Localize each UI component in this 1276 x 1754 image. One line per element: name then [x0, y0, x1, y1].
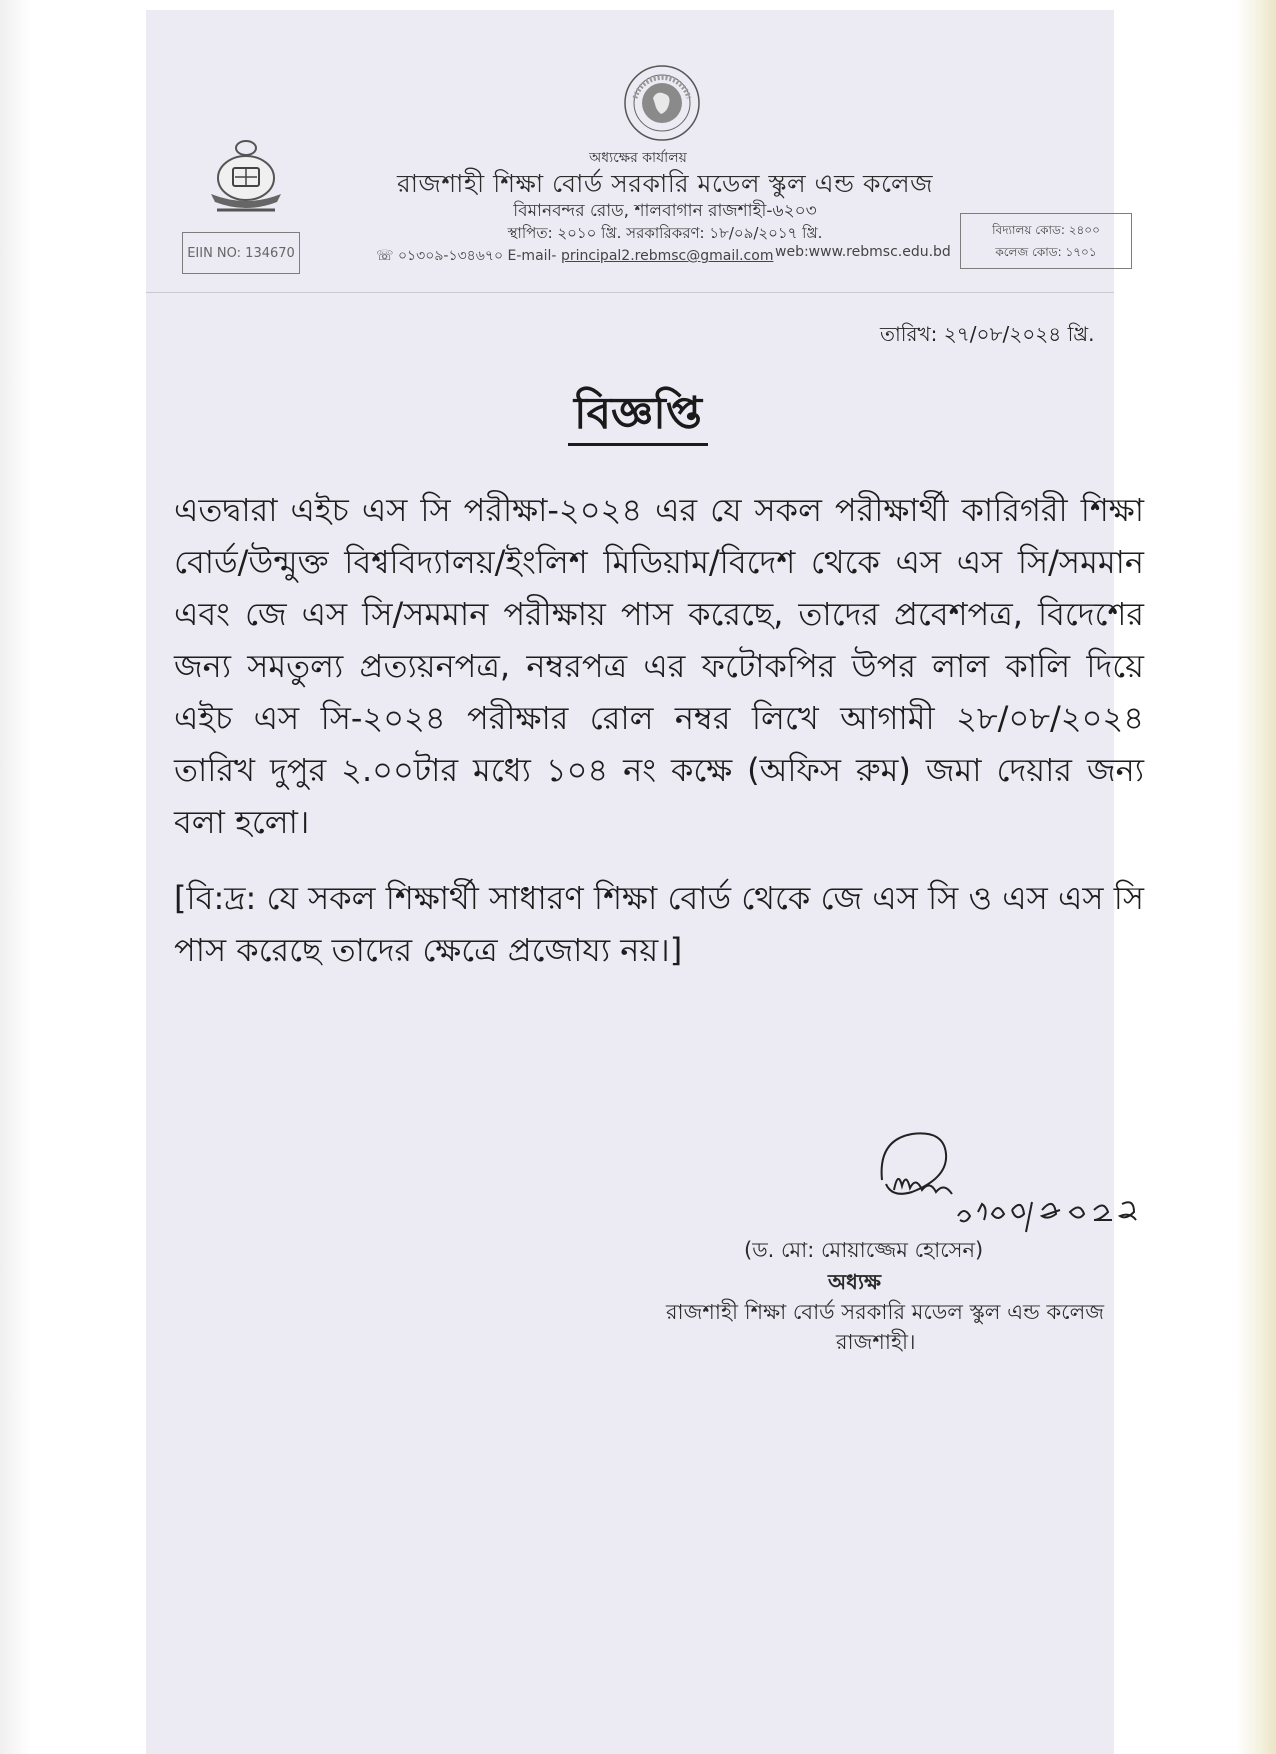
school-code: বিদ্যালয় কোড: ২৪০০	[992, 223, 1100, 237]
notice-body: এতদ্বারা এইচ এস সি পরীক্ষা-২০২৪ এর যে সকল পরীক্ষার্থী কারিগরী শিক্ষা বোর্ড/উন্মুক্ত বিশ্ববিদ্যালয়/ইংলিশ মিডিয়াম/বিদেশ থেকে এস এস সি/সমমান এবং জে এস সি/সমমান পরীক্ষায় পাস করেছে, তাদের প্রবেশপত্র, বিদেশের জন্য সমতুল্য প্রত্যয়নপত্র, নম্বরপত্র এর ফটোকপির উপর লাল কালি দিয়ে এইচ এস সি-২০২৪ পরীক্ষার রোল নম্বর লিখে আগামী ২৮/০৮/২০২৪ তারিখ দুপুর ২.০০টার মধ্যে ১০৪ নং কক্ষে (অফিস রুম) জমা দেয়ার জন্য বলা হলো।	[174, 491, 1144, 841]
paper-left-edge	[0, 0, 30, 1754]
signatory-city: রাজশাহী।	[836, 1330, 916, 1354]
header-divider	[146, 292, 1114, 293]
school-name: রাজশাহী শিক্ষা বোর্ড সরকারি মডেল স্কুল এন্ড কলেজ	[397, 169, 933, 198]
signatory-designation: অধ্যক্ষ	[828, 1270, 882, 1294]
email-label: E-mail-	[507, 248, 557, 264]
handwritten-signature	[872, 1120, 1192, 1240]
phone-number: ☏ ০১৩০৯-১৩৪৬৭০	[376, 248, 504, 264]
contact-line	[376, 244, 773, 268]
email-link[interactable]: principal2.rebmsc@gmail.com	[560, 248, 774, 264]
signatory-institution: রাজশাহী শিক্ষা বোর্ড সরকারি মডেল স্কুল এন্ড কলেজ	[666, 1300, 1105, 1324]
office-label: অধ্যক্ষের কার্যালয়	[589, 150, 687, 166]
school-address: বিমানবন্দর রোড, শালবাগান রাজশাহী-৬২০৩	[513, 201, 817, 221]
institution-code-box	[960, 213, 1132, 269]
signatory-name: (ড. মো: মোয়াজ্জেম হোসেন)	[744, 1238, 984, 1262]
college-code: কলেজ কোড: ১৭০১	[995, 245, 1097, 259]
government-seal-icon	[623, 64, 701, 142]
notice-date: তারিখ: ২৭/০৮/২০২৪ খ্রি.	[880, 322, 1095, 346]
established-info: স্থাপিত: ২০১০ খ্রি. সরকারিকরণ: ১৮/০৯/২০১৭ খ্রি.	[507, 224, 823, 242]
eiin-number: EIIN NO: 134670	[187, 245, 295, 261]
notice-title	[0, 380, 1276, 453]
website-link[interactable]: web:www.rebmsc.edu.bd	[775, 244, 951, 260]
paper-right-edge	[1236, 0, 1276, 1754]
eiin-box	[182, 232, 300, 274]
notice-note: [বি:দ্র: যে সকল শিক্ষার্থী সাধারণ শিক্ষা বোর্ড থেকে জে এস সি ও এস এস সি পাস করেছে তাদের ক্ষেত্রে প্রজোয্য নয়।]	[174, 879, 1144, 969]
notice-title-text: বিজ্ঞপ্তি	[568, 388, 708, 446]
